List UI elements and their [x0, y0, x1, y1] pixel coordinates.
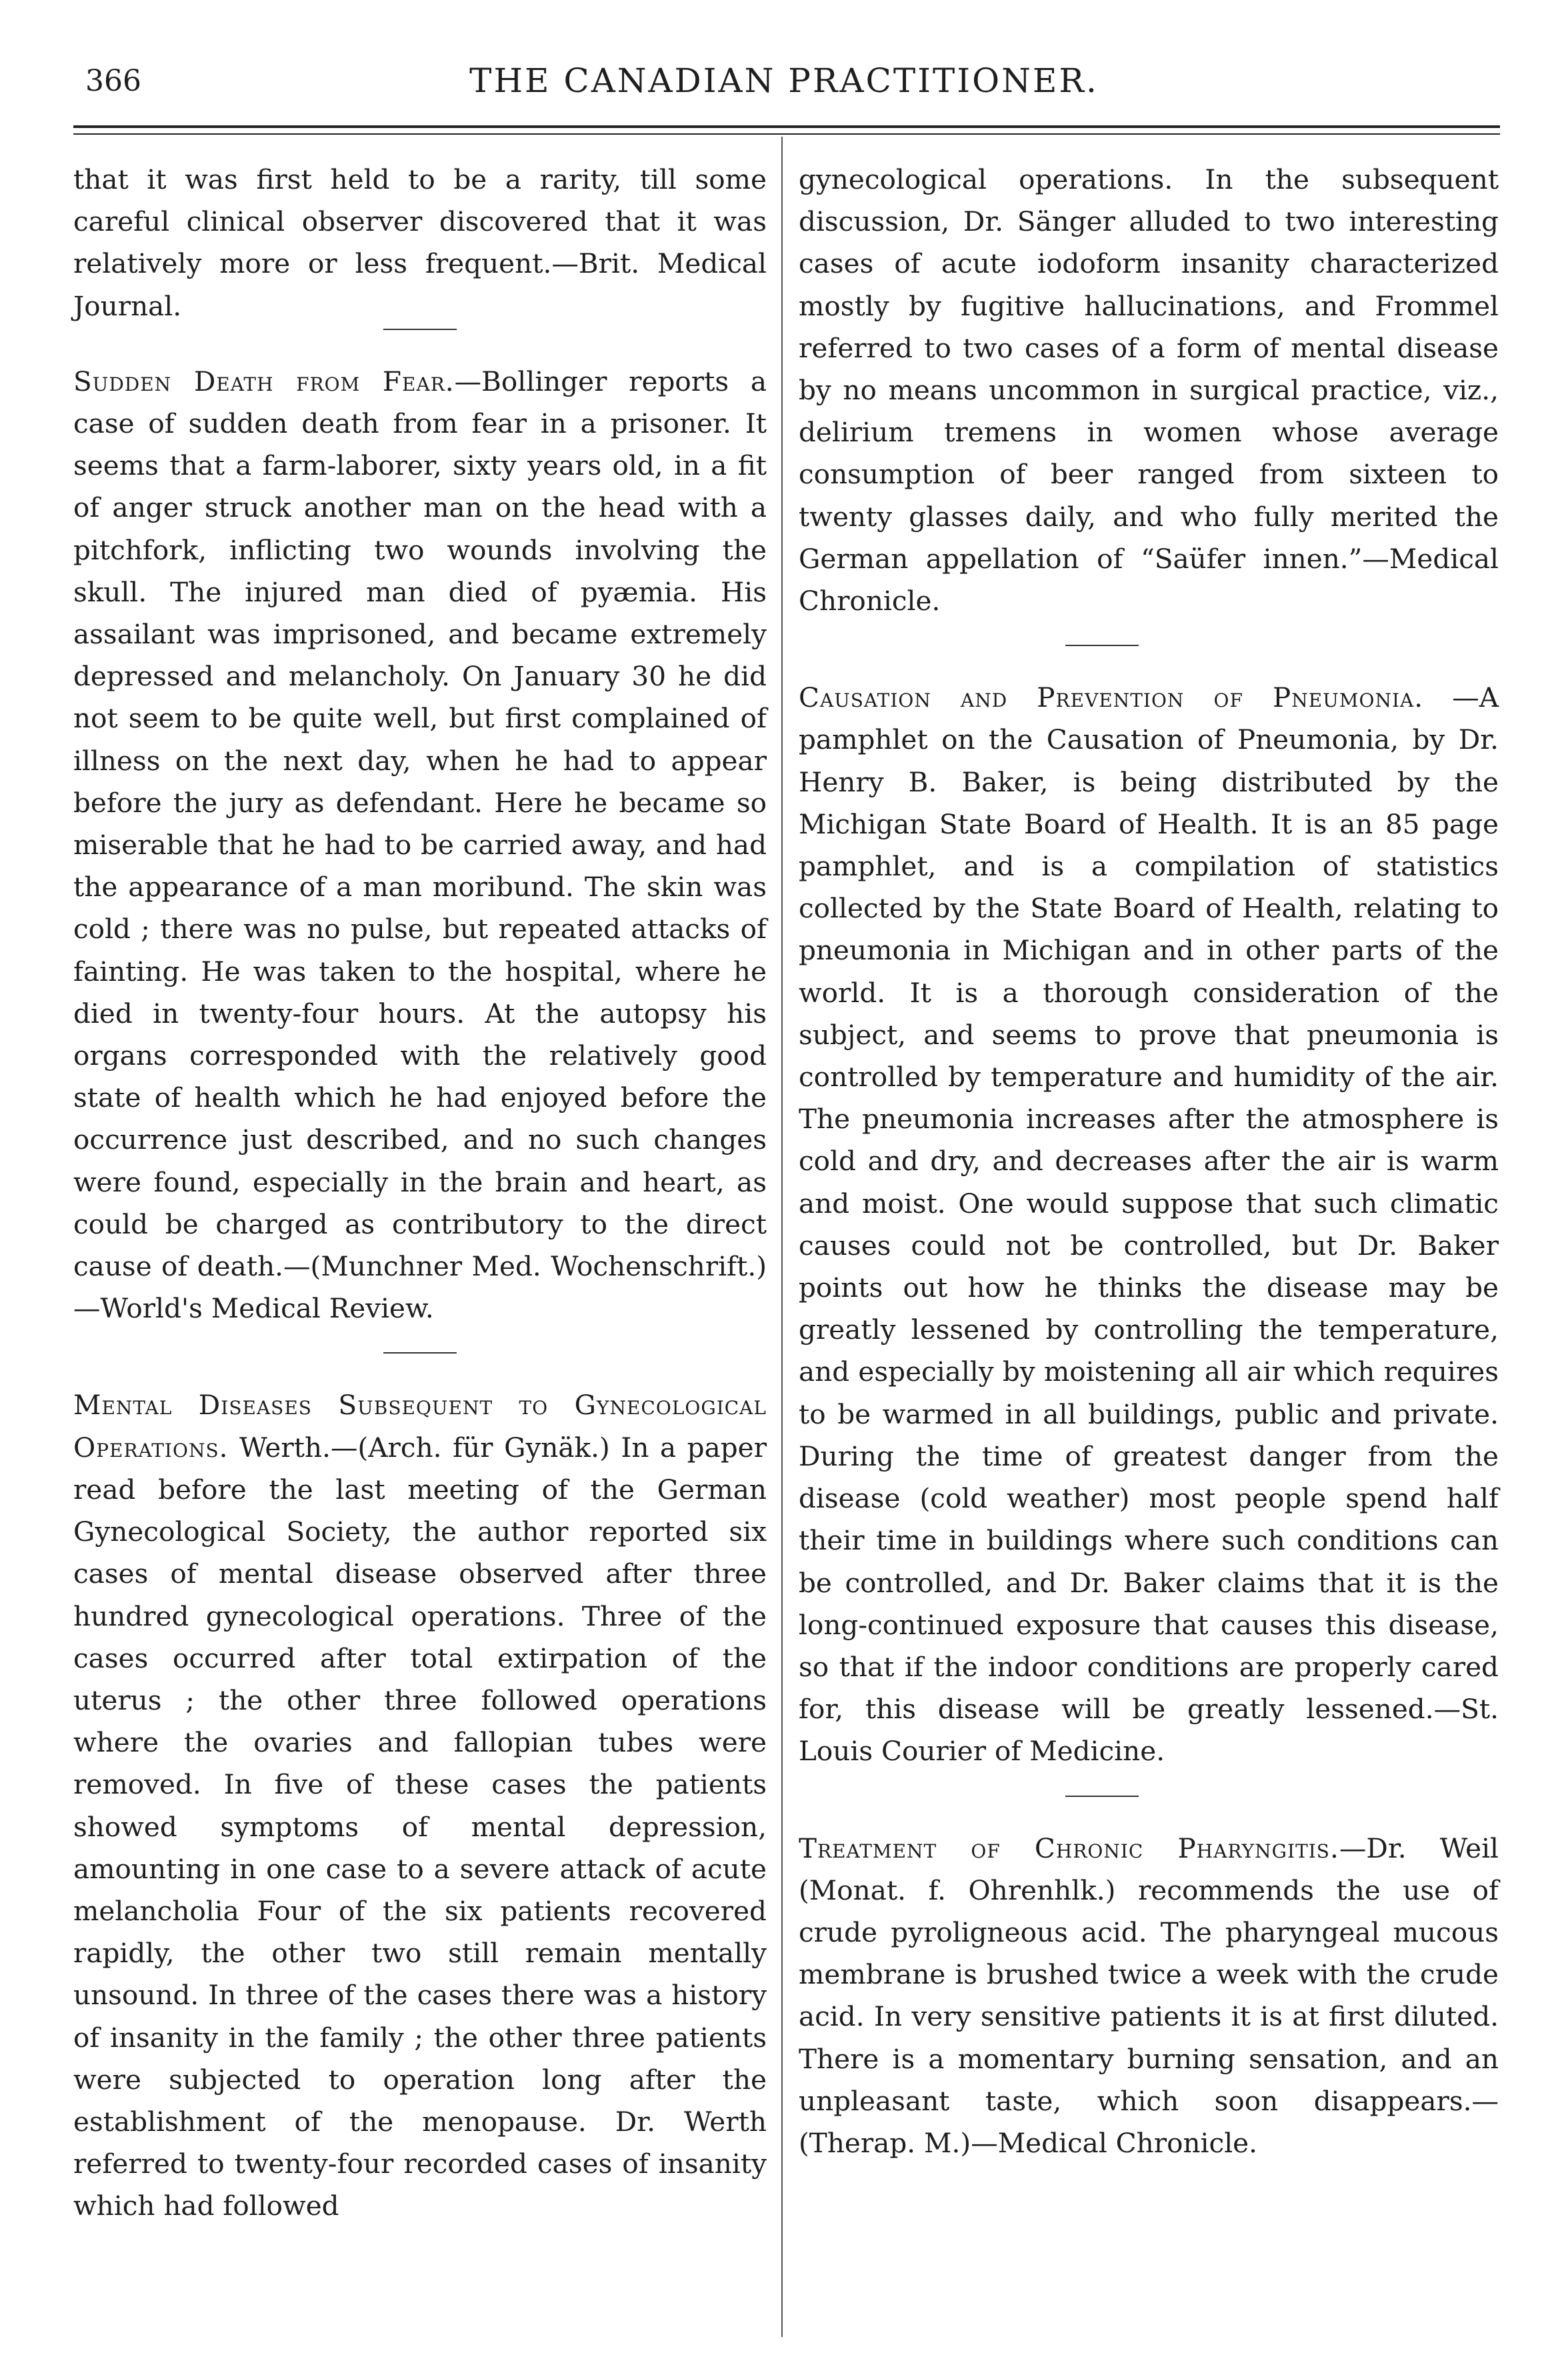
header-rule-thick: [73, 125, 1500, 128]
running-title: THE CANADIAN PRACTITIONER.: [469, 61, 1099, 100]
article-pneumonia: [799, 677, 1499, 1772]
page-header: [59, 59, 1509, 112]
article-title: Causation and Prevention of Pneumonia.: [799, 681, 1424, 714]
continued-paragraph-left: that it was first held to be a rarity, till some careful clinical observer discovered that it was relatively more or less frequent.—Brit. Medical Journal.: [73, 163, 767, 322]
right-column: [799, 159, 1499, 2164]
article-body: —Bollinger reports a case of sudden death from fear in a prisoner. It seems that a farm-laborer, sixty years old, in a fit of anger struck another man on the head with a pitchfork, inflicting two wounds involving the skull. The injured man died of pyæmia. His assailant was imprisoned, and became extremely depressed and melancholy. On January 30 he did not seem to be quite well, but first complained of illness on the next day, when he had to appear before the jury as defendant. Here he became so miserable that he had to be carried away, and had the appearance of a man moribund. The skin was cold ; there was no pulse, but repeated attacks of fainting. He was taken to the hospital, where he died in twenty-four hours. At the autopsy his organs corresponded with the relatively good state of health which he had enjoyed before the occurrence just described, and no such changes were found, especially in the brain and heart, as could be charged as contributory to the direct cause of death.—(Munchner Med. Wochenschrift.)—World's Medical Review.: [73, 365, 767, 1325]
article-mental-diseases: [73, 1384, 767, 2227]
article-body: Werth.—(Arch. für Gynäk.) In a paper read before the last meeting of the German Gynecological Society, the author reported six cases of mental disease observed after three hundred gynecological operations. Three of the cases occurred after total extirpation of the uterus ; the other three followed operations where the ovaries and fallopian tubes were removed. In five of these cases the patients showed symptoms of mental depression, amounting in one case to a severe attack of acute melancholia Four of the six patients recovered rapidly, the other two still remain mentally unsound. In three of the cases there was a history of insanity in the family ; the other three patients were subjected to operation long after the establishment of the menopause. Dr. Werth referred to twenty-four recorded cases of insanity which had followed: [73, 1431, 767, 2222]
article-body: —Dr. Weil (Monat. f. Ohrenhlk.) recommends the use of crude pyroligneous acid. The pharyngeal mucous membrane is brushed twice a week with the crude acid. In very sensitive patients it is at first diluted. There is a momentary burning sensation, and an unpleasant taste, which soon disappears.—(Therap. M.)—Medical Chronicle.: [799, 1832, 1499, 2159]
article-title: Sudden Death from Fear.: [73, 365, 455, 397]
section-rule: [383, 329, 457, 330]
article-title: Treatment of Chronic Pharyngitis.: [799, 1832, 1339, 1864]
section-rule: [383, 1352, 457, 1354]
article-pharyngitis: [799, 1828, 1499, 2165]
left-column: [73, 159, 767, 2228]
article-title: Mental Diseases Subsequent to Gynecological Operations.: [73, 1389, 767, 1464]
article-sudden-death: [73, 361, 767, 1330]
header-rule-thin: [73, 133, 1500, 135]
page-number: 366: [85, 64, 141, 98]
section-rule: [1065, 645, 1139, 646]
article-body: —A pamphlet on the Causation of Pneumonia, by Dr. Henry B. Baker, is being distributed by the Michigan State Board of Health. It is an 85 page pamphlet, and is a compilation of statistics collected by the State Board of Health, relating to pneumonia in Michigan and in other parts of the world. It is a thorough consideration of the subject, and seems to prove that pneumonia is controlled by temperature and humidity of the air. The pneumonia increases after the atmosphere is cold and dry, and decreases after the air is warm and moist. One would suppose that such climatic causes could not be controlled, but Dr. Baker points out how he thinks the disease may be greatly lessened by controlling the temperature, and especially by moistening all air which requires to be warmed in all buildings, public and private. During the time of greatest danger from the disease (cold weather) most people spend half their time in buildings where such conditions can be controlled, and Dr. Baker claims that it is the long-continued exposure that causes this disease, so that if the indoor conditions are properly cared for, this disease will be greatly lessened.—St. Louis Courier of Medicine.: [799, 681, 1499, 1768]
section-rule: [1065, 1796, 1139, 1797]
continued-paragraph-right: gynecological operations. In the subsequent discussion, Dr. Sänger alluded to two interesting cases of acute iodoform insanity characterized mostly by fugitive hallucinations, and Frommel referred to two cases of a form of mental disease by no means uncommon in surgical practice, viz., delirium tremens in women whose average consumption of beer ranged from sixteen to twenty glasses daily, and who fully merited the German appellation of “Saüfer innen.”—Medical Chronicle.: [799, 163, 1499, 617]
column-divider: [781, 137, 783, 2337]
